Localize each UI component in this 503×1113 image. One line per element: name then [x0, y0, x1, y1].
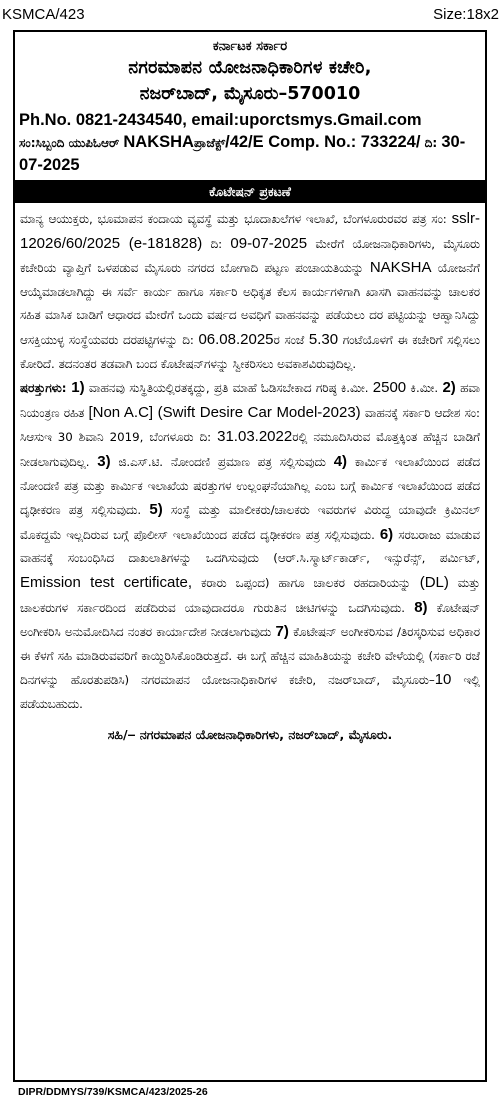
letter-number: sslr-12026/60/2025 (e-181828)	[20, 210, 480, 252]
ref-part: ಪ್ರಾಜೆಕ್ಟ್	[193, 136, 226, 150]
terms-label: ಷರತ್ತುಗಳು:	[20, 381, 67, 396]
text: ಇಲ್ಲಿ ಪಡೆಯಬಹುದು.	[20, 673, 480, 711]
text: ಕಿ.ಮೀ.	[406, 381, 443, 396]
text: ರ ಸಂಜೆ	[273, 332, 309, 347]
sign-label: ಸಹಿ/	[107, 727, 128, 743]
term-number: 5)	[149, 501, 163, 519]
term-number: 6)	[379, 525, 394, 543]
text: ಸಂಸ್ಥೆ ಮತ್ತು ಮಾಲೀಕರು/ಚಾಲಕರು ಇವರುಗಳ ವಿರುದ್ಧ ಯಾವುದೇ ಕ್ರಿಮಿನಲ್ ಮೊಕದ್ದಮೆ ಇಲ್ಲದಿರುವ ಬಗ್ಗೆ ಪೊಲೀಸ್ ಇಲಾಖೆಯಿಂದ ಪಡೆದ ದೃಢೀಕರಣ ಪತ್ರ ಸಲ್ಲಿಸುವುದು.	[20, 503, 480, 542]
car-model: [Non A.C] (Swift Desire Car Model-2023)	[88, 403, 361, 421]
dipr-code: DIPR/DDMYS/739/KSMCA/423/2025-26	[18, 1086, 208, 1098]
deadline-date: 06.08.2025	[198, 330, 274, 348]
intro-paragraph	[20, 207, 480, 376]
project-name: NAKSHA	[369, 259, 432, 277]
notice-title: ಕೊಟೇಷನ್ ಪ್ರಕಟಣೆ	[15, 180, 485, 203]
pin-suffix: 10	[434, 671, 452, 689]
top-strip	[0, 0, 503, 30]
text: ಮೇರೆಗೆ ಯೋಜನಾಧಿಕಾರಿಗಳು, ಮೈಸೂರು ಕಚೇರಿಯ ವ್ಯಾಪ್ತಿಗೆ ಒಳಪಡುವ ಮೈಸೂರು ನಗರದ ಬೋಗಾದಿ ಪಟ್ಟಣ ಪಂಚಾಯತಿಯನ್ನು	[20, 236, 481, 276]
signatory: ನಗರಮಾಪನ ಯೋಜನಾಧಿಕಾರಿಗಳು, ನಜರ್‌ಬಾದ್, ಮೈಸೂರು.	[135, 727, 393, 743]
terms-paragraph	[20, 376, 480, 716]
text: ರಲ್ಲಿ ನಮೂದಿಸಿರುವ ಮೊತ್ತಕ್ಕಿಂತ ಹೆಚ್ಚಿನ ಬಾಡಿಗೆ ನೀಡಲಾಗುವುದಿಲ್ಲ.	[20, 430, 480, 469]
term-number: 8)	[414, 598, 428, 616]
order-date: 31.03.2022	[217, 428, 293, 446]
sign-dash: –	[127, 726, 136, 743]
text: ಹವಾ ನಿಯಂತ್ರಣ ರಹಿತ	[20, 381, 480, 420]
text: ವಾಹನಕ್ಕೆ ಸರ್ಕಾರಿ ಆದೇಶ ಸಂ: ಸಿಆಸುಇ 30 ಶಿವಾನಿ 2019, ಬೆಂಗಳೂರು ದಿ:	[20, 405, 480, 445]
text: ಕೊಟೇಷನ್ ಅಂಗೀಕರಿಸಿ ಅನುಮೋದಿಸಿದ ನಂತರ ಕಾರ್ಯಾದೇಶ ನೀಡಲಾಗುವುದು	[20, 600, 480, 640]
text: ಮತ್ತು ಚಾಲಕರುಗಳ ಸರ್ಕಾರದಿಂದ ಪಡೆದಿರುವ ಯಾವುದಾದರೂ ಗುರುತಿನ ಚೀಟಿಗಳನ್ನು ಒದಗಿಸುವುದು.	[20, 575, 481, 615]
ad-size: Size:18x2	[433, 6, 499, 23]
text: ಕಾರ್ಮಿಕ ಇಲಾಖೆಯಿಂದ ಪಡೆದ ನೋಂದಣಿ ಪತ್ರ ಮತ್ತು ಕಾರ್ಮಿಕ ಇಲಾಖೆಯ ಷರತ್ತುಗಳ ಉಲ್ಲಂಘನೆಯಾಗಿಲ್ಲ ಎಂಬ ಬಗ್ಗೆ ಕಾರ್ಮಿಕ ಇಲಾಖೆಯಿಂದ ಪಡೆದ ದೃಢೀಕರಣ ಪತ್ರ ಸಲ್ಲಿಸುವುದು.	[20, 454, 480, 518]
signature-line	[15, 724, 485, 745]
term-number: 3)	[97, 452, 111, 470]
letter-date: 09-07-2025	[230, 234, 308, 252]
text: ಯೋಜನೆಗೆ ಆಯ್ಕೆಮಾಡಲಾಗಿದ್ದು ಈ ಸರ್ವೆ ಕಾರ್ಯ ಹಾಗೂ ಸರ್ಕಾರಿ ಅಧಿಕೃತ ಕೆಲಸ ಕಾರ್ಯಗಳಿಗಾಗಿ ಖಾಸಗಿ ವಾಹನವನ್ನು ಚಾಲಕರ ಸಹಿತ ಮಾಸಿಕ ಬಾಡಿಗೆ ಆಧಾರದ ಮೇರೆಗೆ ಒಂದು ವರ್ಷದ ಅವಧಿಗೆ ವಾಹನವನ್ನು ಪಡೆಯಲು ದರ ಪಟ್ಟಿಯನ್ನು ಆಹ್ವಾನಿಸಿದ್ದು ಆಸಕ್ತಿಯುಳ್ಳ ಸಂಸ್ಥೆಯವರು ದರಪಟ್ಟಿಗಳನ್ನು ದಿ:	[20, 261, 480, 347]
text: ಕರಾರು ಒಪ್ಪಂದ) ಹಾಗೂ ಚಾಲಕರ ರಹದಾರಿಯನ್ನು	[192, 575, 420, 590]
office-address: ನಜರ್‌ಬಾದ್, ಮೈಸೂರು–570010	[139, 84, 361, 104]
text: ಜಿ.ಎಸ್.ಟಿ. ನೋಂದಣಿ ಪ್ರಮಾಣ ಪತ್ರ ಸಲ್ಲಿಸುವುದು	[110, 454, 334, 469]
ad-code: KSMCA/423	[2, 6, 85, 23]
term-number: 2)	[442, 379, 456, 397]
ref-part: NAKSHA	[123, 133, 194, 151]
deadline-time: 5.30	[308, 330, 339, 348]
dl: (DL)	[419, 573, 449, 591]
notice-body	[15, 203, 485, 716]
government-name: ಕರ್ನಾಟಕ ಸರ್ಕಾರ	[212, 39, 288, 54]
max-km: 2500	[372, 379, 407, 397]
text: ಕೊಟೇಷನ್ ಅಂಗೀಕರಿಸುವ /ತಿರಸ್ಕರಿಸುವ ಅಧಿಕಾರ ಈ ಕೆಳಗೆ ಸಹಿ ಮಾಡಿರುವವರಿಗೆ ಕಾಯ್ದಿರಿಸಿಕೊಂಡಿರುತ್ತದೆ. ಈ ಬಗ್ಗೆ ಹೆಚ್ಚಿನ ಮಾಹಿತಿಯನ್ನು ಕಚೇರಿ ವೇಳೆಯಲ್ಲಿ (ಸರ್ಕಾರಿ ರಜೆ ದಿನಗಳನ್ನು ಹೊರತುಪಡಿಸಿ) ನಗರಮಾಪನ ಯೋಜನಾಧಿಕಾರಿಗಳ ಕಚೇರಿ, ನಜರ್‌ಬಾದ್, ಮೈಸೂರು–	[20, 625, 480, 688]
reference-number	[15, 131, 485, 176]
text: ಗಂಟೆಯೊಳಗೆ ಈ ಕಚೇರಿಗೆ ಸಲ್ಲಿಸಲು ಕೋರಿದೆ. ತದನಂತರ ತಡವಾಗಿ ಬಂದ ಕೊಟೇಷನ್‌ಗಳನ್ನು ಸ್ವೀಕರಿಸಲು ಅವಕಾಶವಿರುವುದಿಲ್ಲ.	[20, 332, 480, 371]
term-number: 7)	[275, 623, 289, 641]
ref-part: ದಿ:	[420, 136, 442, 150]
office-name: ನಗರಮಾಪನ ಯೋಜನಾಧಿಕಾರಿಗಳ ಕಚೇರಿ,	[128, 58, 372, 78]
text: ಮಾನ್ಯ ಆಯುಕ್ತರು, ಭೂಮಾಪನ ಕಂದಾಯ ವ್ಯವಸ್ಥೆ ಮತ್ತು ಭೂದಾಖಲೆಗಳ ಇಲಾಖೆ, ಬೆಂಗಳೂರುರವರ ಪತ್ರ ಸಂ:	[20, 212, 452, 226]
term-number: 4)	[333, 452, 348, 470]
text: ಸರಬರಾಜು ಮಾಡುವ ವಾಹನಕ್ಕೆ ಸಂಬಂಧಿಸಿದ ದಾಖಲಾತಿಗಳನ್ನು ಒದಗಿಸುವುದು (ಆರ್.ಸಿ.ಸ್ಮಾರ್ಟ್‌ಕಾರ್ಡ್, ಇನ್ಸುರೆನ್ಸ್, ಪರ್ಮಿಟ್,	[20, 527, 480, 566]
ref-part: /42/E Comp. No.: 733224/	[225, 133, 421, 151]
ref-part: ಸಂ:ಸಿಬ್ಬಂದಿ ಯುಪಿಓಆರ್	[19, 136, 124, 150]
text: ವಾಹನವು ಸುಸ್ಥಿತಿಯಲ್ಲಿರತಕ್ಕದ್ದು, ಪ್ರತಿ ಮಾಹೆ ಓಡಿಸಬೇಕಾದ ಗರಿಷ್ಠ ಕಿ.ಮೀ.	[84, 381, 373, 396]
emission-cert: Emission test certificate,	[20, 573, 193, 591]
term-number: 1)	[66, 379, 85, 397]
header	[15, 32, 485, 176]
ref-date: 30-07-2025	[19, 133, 466, 174]
notice-frame	[13, 30, 487, 1082]
text: ದಿ:	[202, 236, 231, 251]
contact-line: Ph.No. 0821-2434540, email:uporctsmys.Gmail.com	[19, 111, 422, 129]
